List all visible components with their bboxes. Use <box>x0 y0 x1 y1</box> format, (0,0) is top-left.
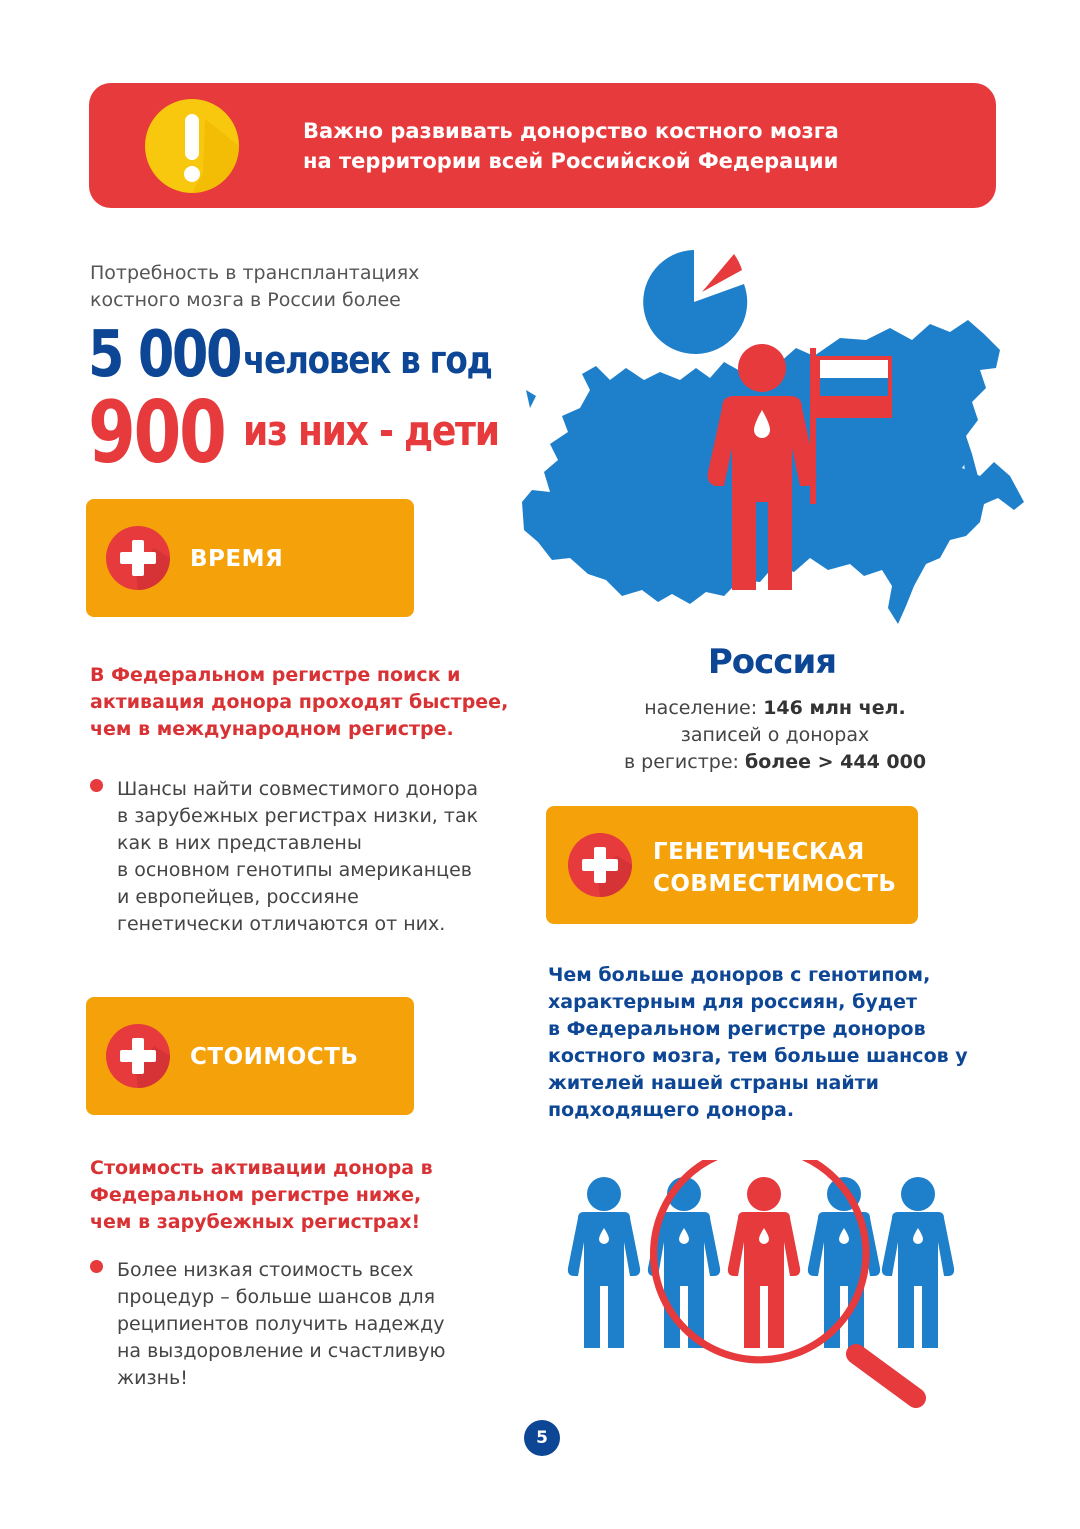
bullet-dot <box>90 1260 103 1273</box>
selected-person-icon <box>728 1177 800 1348</box>
russia-map-illustration <box>510 240 1030 630</box>
text-line: в Федеральном регистре доноров <box>548 1018 926 1040</box>
cost-label: СТОИМОСТЬ <box>190 1044 359 1070</box>
records-line: записей о донорах <box>680 724 870 746</box>
text-line: Стоимость активации донора в <box>90 1157 433 1179</box>
banner-text <box>303 116 963 176</box>
banner-line-2: на территории всей Российской Федерации <box>303 149 839 173</box>
text-line: реципиентов получить надежду <box>117 1313 445 1335</box>
population-label: население: <box>644 697 758 719</box>
registry-value: более > 444 000 <box>744 751 927 773</box>
text-line: активация донора проходят быстрее, <box>90 691 509 713</box>
banner-line-1: Важно развивать донорство костного мозга <box>303 119 839 143</box>
cost-bullet-text <box>117 1257 507 1392</box>
registry-line <box>590 749 960 776</box>
genetic-label-line-2: СОВМЕСТИМОСТЬ <box>653 871 897 897</box>
text-line: жителей нашей страны найти <box>548 1072 879 1094</box>
text-line: Более низкая стоимость всех <box>117 1259 414 1281</box>
donor-search-illustration <box>560 1160 960 1410</box>
text-line: Чем больше доноров с генотипом, <box>548 964 931 986</box>
genetic-header <box>546 806 918 924</box>
cost-header <box>86 997 414 1115</box>
genetic-label-line-1: ГЕНЕТИЧЕСКАЯ <box>653 839 865 865</box>
text-line: подходящего донора. <box>548 1099 795 1121</box>
text-line: Федеральном регистре ниже, <box>90 1184 422 1206</box>
text-line: характерным для россиян, будет <box>548 991 917 1013</box>
russia-title: Россия <box>707 642 837 682</box>
text-line: как в них представлены <box>117 832 362 854</box>
big-number-5000: 5 000 <box>88 318 241 392</box>
text-line: на выздоровление и счастливую <box>117 1340 446 1362</box>
text-line: в основном генотипы американцев <box>117 859 473 881</box>
text-line: и европейцев, россияне <box>117 886 359 908</box>
exclamation-icon <box>145 99 239 193</box>
population-value: 146 млн чел. <box>763 697 906 719</box>
cost-lead-text <box>90 1155 510 1236</box>
top-banner <box>89 83 996 208</box>
plus-icon <box>106 526 170 590</box>
page-number: 5 <box>524 1420 560 1456</box>
genetic-lead-text <box>548 962 968 1124</box>
text-line: В Федеральном регистре поиск и <box>90 664 461 686</box>
big-label-per-year: человек в год <box>243 338 492 382</box>
text-line: чем в международном регистре. <box>90 718 454 740</box>
need-line-2: костного мозга в России более <box>90 289 401 311</box>
registry-label: в регистре: <box>623 751 739 773</box>
russia-stats <box>590 695 960 776</box>
text-line: костного мозга, тем больше шансов у <box>548 1045 968 1067</box>
time-label: ВРЕМЯ <box>190 546 284 572</box>
text-line: в зарубежных регистрах низки, так <box>117 805 479 827</box>
text-line: чем в зарубежных регистрах! <box>90 1211 421 1233</box>
text-line: Шансы найти совместимого донора <box>117 778 479 800</box>
need-line-1: Потребность в трансплантациях <box>90 262 420 284</box>
big-label-children: из них - дети <box>243 406 499 455</box>
plus-icon <box>106 1024 170 1088</box>
genetic-label <box>653 836 896 900</box>
text-line: процедур – больше шансов для <box>117 1286 436 1308</box>
text-line: генетически отличаются от них. <box>117 913 446 935</box>
text-line: жизнь! <box>117 1367 188 1389</box>
population-line <box>590 695 960 722</box>
big-number-900: 900 <box>88 383 225 483</box>
need-intro <box>90 260 490 314</box>
time-lead-text <box>90 662 510 743</box>
time-bullet-text <box>117 776 507 938</box>
plus-icon <box>568 833 632 897</box>
pie-chart-icon <box>643 250 747 354</box>
time-header <box>86 499 414 617</box>
bullet-dot <box>90 779 103 792</box>
